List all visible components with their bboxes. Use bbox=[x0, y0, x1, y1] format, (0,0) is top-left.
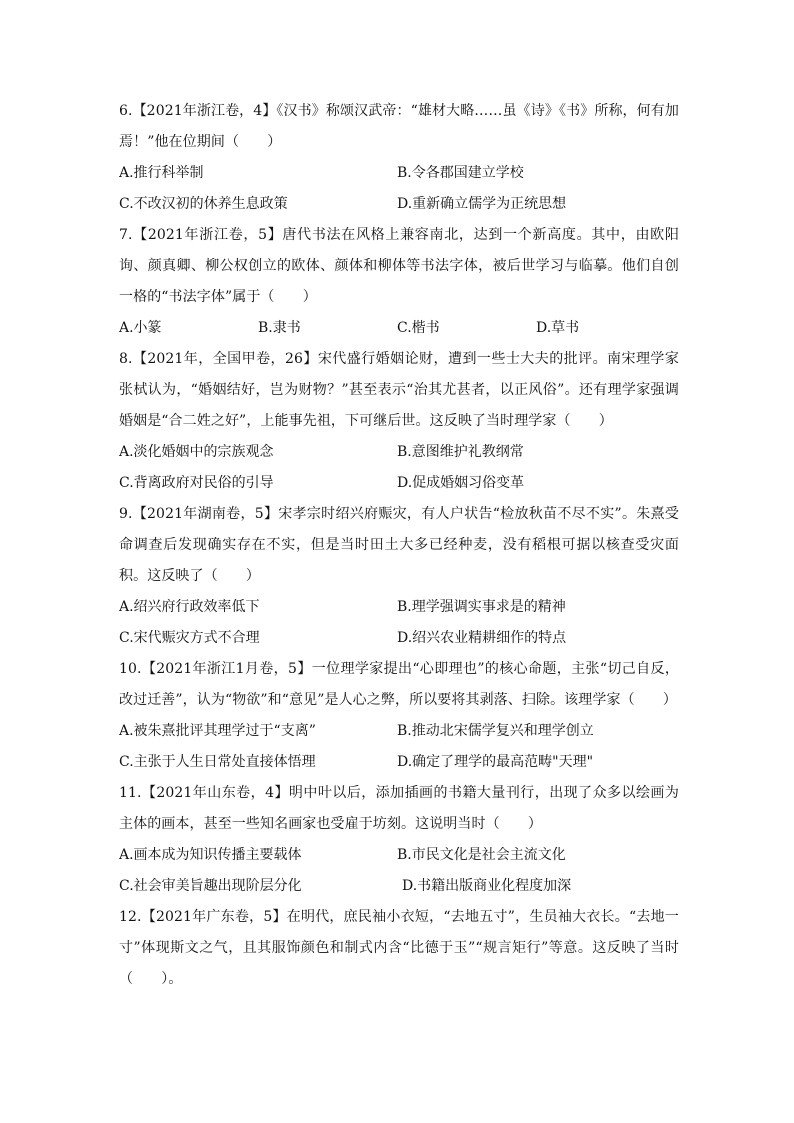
exam-page bbox=[119, 96, 679, 995]
question-stem: 12.【2021年广东卷，5】在明代，庶民袖小衣短，“去地五寸”，生员袖大衣长。“去地一寸”体现斯文之气，且其服饰颜色和制式内含“比德于玉”“规言矩行”等意。这反映了当时（ ）。 bbox=[119, 909, 679, 987]
option-b[interactable]: B.隶书 bbox=[258, 320, 301, 336]
options-row bbox=[119, 468, 679, 499]
option-d[interactable]: D.促成婚姻习俗变革 bbox=[397, 475, 525, 491]
option-b[interactable]: B.意图维护礼教纲常 bbox=[397, 444, 524, 460]
option-b[interactable]: B.市民文化是社会主流文化 bbox=[397, 847, 566, 863]
option-c[interactable]: C.背离政府对民俗的引导 bbox=[119, 475, 274, 491]
option-c[interactable]: C.社会审美旨趣出现阶层分化 bbox=[119, 878, 302, 894]
option-c[interactable]: C.宋代赈灾方式不合理 bbox=[119, 630, 260, 646]
question-9 bbox=[119, 499, 679, 654]
question-stem: 10.【2021年浙江1月卷，5】一位理学家提出“心即理也”的核心命题，主张“切己自反，改过迁善”，认为“物欲”和“意见”是人心之弊，所以要将其剥落、扫除。该理学家（ ） bbox=[119, 661, 679, 708]
options-row bbox=[119, 437, 679, 468]
question-6 bbox=[119, 96, 679, 220]
option-d[interactable]: D.确定了理学的最高范畴"天理" bbox=[397, 754, 594, 770]
option-c[interactable]: C.主张于人生日常处直接体悟理 bbox=[119, 754, 316, 770]
options-row bbox=[119, 313, 679, 344]
question-stem: 11.【2021年山东卷，4】明中叶以后，添加插画的书籍大量刊行，出现了众多以绘画为主体的画本，甚至一些知名画家也受雇于坊刻。这说明当时（ ） bbox=[119, 785, 679, 832]
options-row bbox=[119, 623, 679, 654]
options-row bbox=[119, 747, 679, 778]
options-row bbox=[119, 716, 679, 747]
option-d[interactable]: D.草书 bbox=[536, 320, 580, 336]
options-row bbox=[119, 592, 679, 623]
option-a[interactable]: A.被朱熹批评其理学过于“支离” bbox=[119, 723, 316, 739]
options-row bbox=[119, 189, 679, 220]
question-8 bbox=[119, 344, 679, 499]
options-row bbox=[119, 158, 679, 189]
question-12 bbox=[119, 902, 679, 995]
option-b[interactable]: B.推动北宋儒学复兴和理学创立 bbox=[397, 723, 594, 739]
option-d[interactable]: D.书籍出版商业化程度加深 bbox=[402, 878, 572, 894]
option-b[interactable]: B.令各郡国建立学校 bbox=[397, 165, 524, 181]
option-a[interactable]: A.小篆 bbox=[119, 320, 162, 336]
option-d[interactable]: D.绍兴农业精耕细作的特点 bbox=[397, 630, 567, 646]
question-stem: 9.【2021年湖南卷，5】宋孝宗时绍兴府赈灾，有人户状告“检放秋苗不尽不实”。朱熹受命调查后发现确实存在不实，但是当时田土大多已经种麦，没有稻根可据以核查受灾面积。这反映了（ ） bbox=[119, 506, 679, 584]
option-d[interactable]: D.重新确立儒学为正统思想 bbox=[397, 196, 567, 212]
option-c[interactable]: C.不改汉初的休养生息政策 bbox=[119, 196, 288, 212]
question-stem: 7.【2021年浙江卷，5】唐代书法在风格上兼容南北，达到一个新高度。其中，由欧阳询、颜真卿、柳公权创立的欧体、颜体和柳体等书法字体，被后世学习与临摹。他们自创一格的“书法字体”属于（ ） bbox=[119, 227, 679, 305]
question-stem: 6.【2021年浙江卷，4】《汉书》称颂汉武帝：“雄材大略……虽《诗》《书》所称，何有加焉！”他在位期间（ ） bbox=[119, 103, 679, 150]
options-row bbox=[119, 840, 679, 871]
option-a[interactable]: A.绍兴府行政效率低下 bbox=[119, 599, 260, 615]
option-a[interactable]: A.画本成为知识传播主要载体 bbox=[119, 847, 302, 863]
option-b[interactable]: B.理学强调实事求是的精神 bbox=[397, 599, 566, 615]
option-a[interactable]: A.淡化婚姻中的宗族观念 bbox=[119, 444, 274, 460]
question-10 bbox=[119, 654, 679, 778]
question-stem: 8.【2021年，全国甲卷，26】宋代盛行婚姻论财，遭到一些士大夫的批评。南宋理学家张栻认为，“婚姻结好，岂为财物？”甚至表示“治其尤甚者，以正风俗”。还有理学家强调婚姻是“合二姓之好”，上能事先祖，下可继后世。这反映了当时理学家（ ） bbox=[119, 351, 679, 429]
question-11 bbox=[119, 778, 679, 902]
question-7 bbox=[119, 220, 679, 344]
option-c[interactable]: C.楷书 bbox=[397, 320, 440, 336]
option-a[interactable]: A.推行科举制 bbox=[119, 165, 204, 181]
options-row bbox=[119, 871, 679, 902]
